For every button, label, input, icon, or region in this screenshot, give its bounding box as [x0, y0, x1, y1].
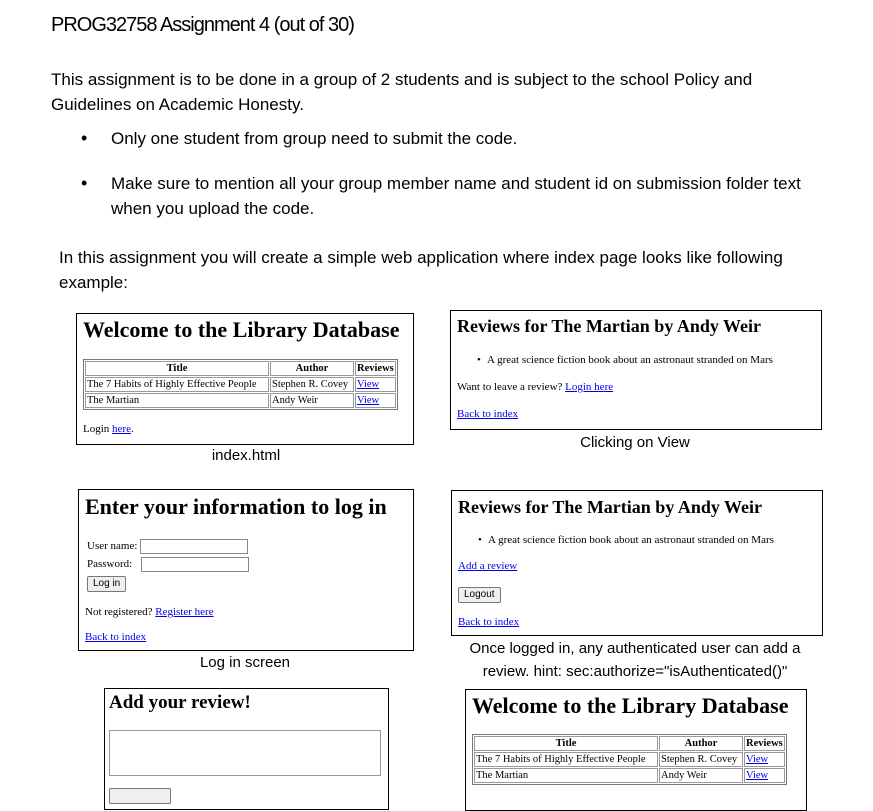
book-author-cell: Andy Weir [270, 393, 354, 408]
book-title-cell: The Martian [85, 393, 269, 408]
logout-button[interactable]: Logout [458, 587, 501, 603]
index-title: Welcome to the Library Database [83, 317, 400, 342]
table-row [474, 752, 785, 767]
back-to-index-link[interactable]: Back to index [458, 616, 520, 628]
review-textarea[interactable] [109, 730, 381, 776]
books-table [472, 734, 787, 785]
col-author-header: Author [270, 361, 354, 376]
books-table [83, 359, 398, 410]
login-here-link[interactable]: here [112, 423, 131, 435]
reviews-title: Reviews for The Martian by Andy Weir [458, 497, 763, 517]
col-author-header: Author [659, 736, 743, 751]
add-review-title: Add your review! [109, 692, 251, 713]
reviews-cell [744, 768, 785, 783]
login-title: Enter your information to log in [85, 494, 387, 519]
description-paragraph: In this assignment you will create a simple web application where index page looks like following example: [59, 248, 783, 292]
register-link[interactable]: Register here [155, 606, 214, 618]
add-review-link[interactable]: Add a review [458, 560, 518, 572]
loggedin-screenshot [451, 490, 823, 636]
col-reviews-header: Reviews [746, 738, 783, 749]
username-input[interactable] [140, 539, 248, 554]
index-screenshot [76, 313, 414, 445]
table-row [474, 768, 785, 783]
index-caption: index.html [211, 447, 281, 464]
table-row [85, 393, 396, 408]
view-link[interactable]: View [746, 754, 769, 765]
login-button[interactable]: Log in [87, 576, 126, 592]
reviews-title: Reviews for The Martian by Andy Weir [457, 316, 762, 336]
assignment-heading: PROG32758 Assignment 4 (out of 30) [51, 14, 354, 36]
reviews-cell [355, 377, 396, 392]
intro-paragraph: This assignment is to be done in a group of 2 students and is subject to the school Policy and Guidelines on Academic Honesty. [51, 70, 753, 114]
login-here-link[interactable]: Login here [565, 381, 614, 393]
book-author-cell: Stephen R. Covey [659, 752, 743, 767]
book-author-cell: Stephen R. Covey [270, 377, 354, 392]
password-input[interactable] [141, 557, 249, 572]
book-title-cell: The 7 Habits of Highly Effective People [474, 752, 658, 767]
index-title: Welcome to the Library Database [472, 693, 789, 718]
register-line: Not registered? Register here [85, 606, 214, 618]
back-to-index-link[interactable]: Back to index [85, 631, 147, 643]
loggedin-caption: Once logged in, any authenticated user can add a review. hint: sec:authorize="isAuthenticated()" [469, 640, 801, 680]
reviews-cell [355, 393, 396, 408]
instruction-list [51, 126, 831, 221]
view-link[interactable]: View [357, 395, 380, 406]
add-review-screenshot [104, 688, 389, 810]
view-link[interactable]: View [746, 770, 769, 781]
table-row [85, 377, 396, 392]
col-title-header: Title [85, 361, 269, 376]
leave-review-line: Want to leave a review? Login here [457, 381, 614, 393]
review-list [457, 354, 817, 366]
add-review-button[interactable] [109, 788, 171, 804]
book-title-cell: The 7 Habits of Highly Effective People [85, 377, 269, 392]
back-to-index-link[interactable]: Back to index [457, 408, 519, 420]
book-title-cell: The Martian [474, 768, 658, 783]
instruction-item: • Make sure to mention all your group member name and student id on submission folder text when you upload the code. [51, 171, 831, 221]
col-title-header: Title [474, 736, 658, 751]
view-link[interactable]: View [357, 379, 380, 390]
review-list [458, 534, 818, 546]
login-line: Login here. [83, 423, 134, 435]
book-author-cell: Andy Weir [659, 768, 743, 783]
password-row: Password: [87, 557, 249, 572]
reviews-cell [744, 752, 785, 767]
username-row: User name: [87, 539, 248, 554]
login-caption: Log in screen [199, 654, 291, 671]
instruction-item: • Only one student from group need to submit the code. [51, 126, 831, 151]
reviews-screenshot [450, 310, 822, 430]
col-reviews-header: Reviews [357, 363, 394, 374]
review-item: • A great science fiction book about an astronaut stranded on Mars [458, 534, 818, 546]
login-screenshot [78, 489, 414, 651]
reviews-caption: Clicking on View [580, 434, 690, 451]
review-item: • A great science fiction book about an astronaut stranded on Mars [457, 354, 817, 366]
